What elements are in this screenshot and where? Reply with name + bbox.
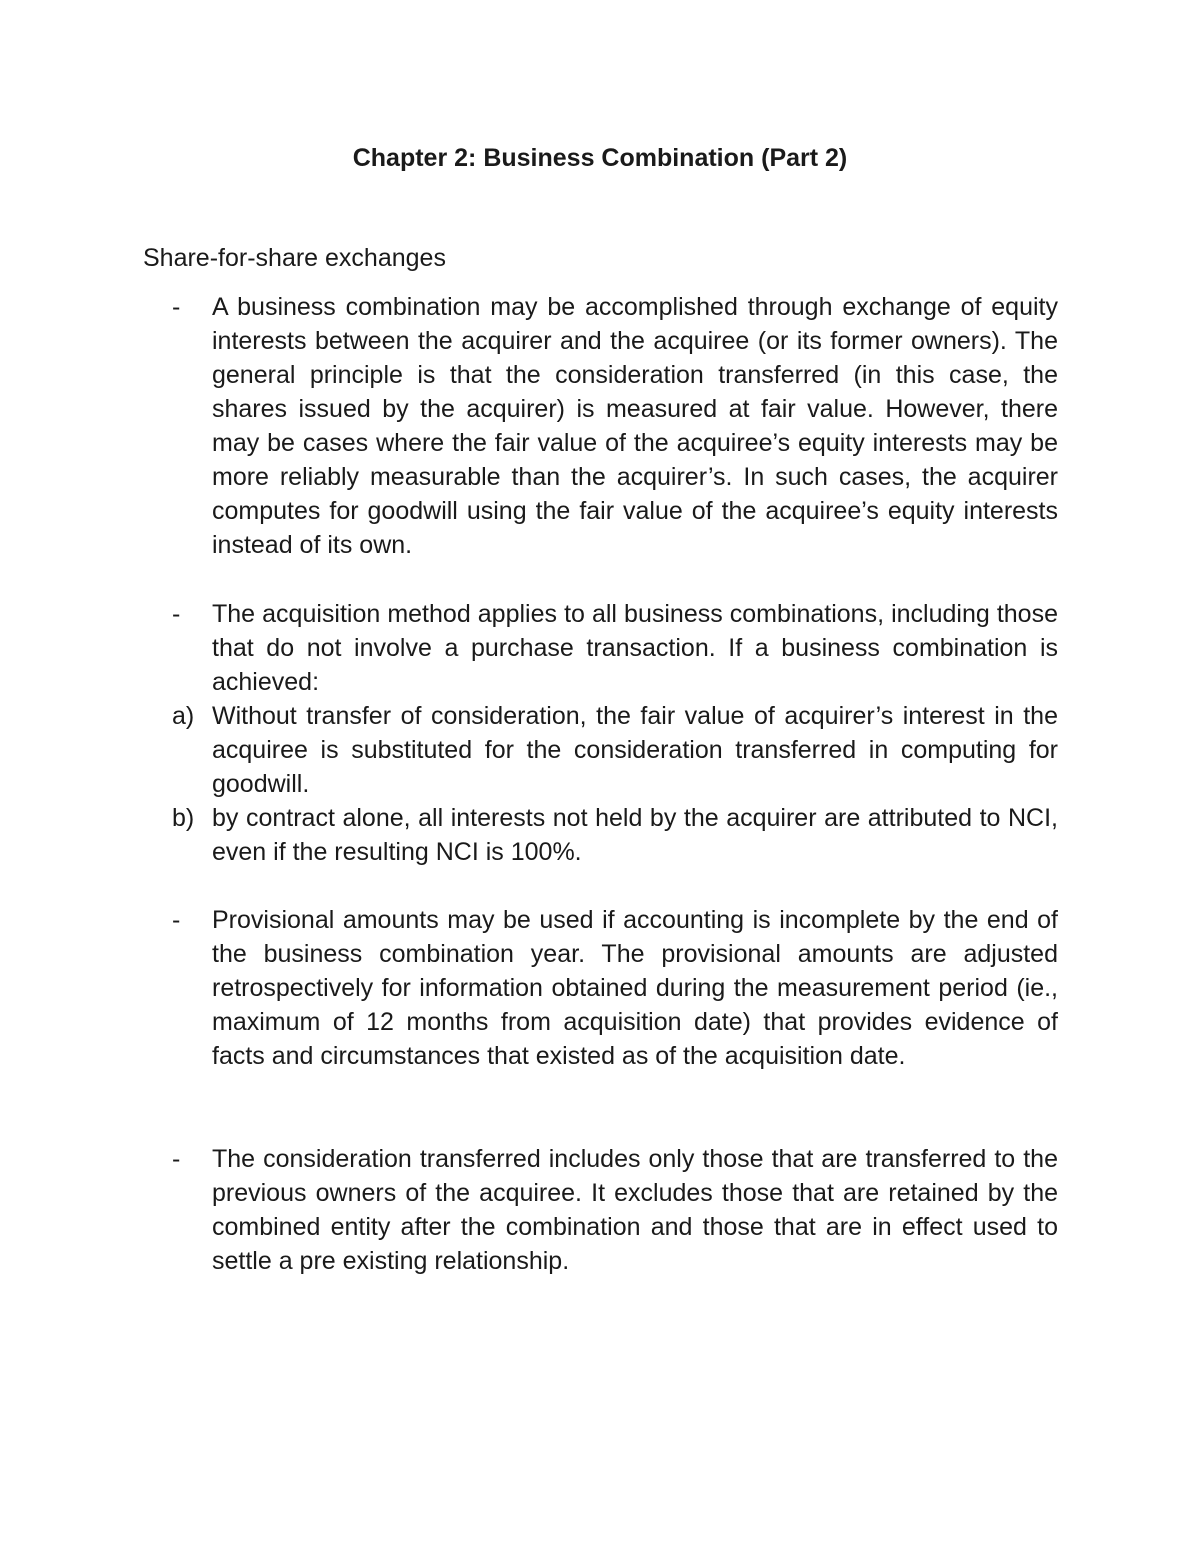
bullet-text: The consideration transferred includes only those that are transferred to the previous owners of the acquiree. It excludes those that are retained by the combined entity after the combination and those that are in effect used to settle a pre existing relationship. <box>212 1145 1058 1275</box>
bullet-text: Without transfer of consideration, the fair value of acquirer’s interest in the acquiree is substituted for the consideration transferred in computing for goodwill. <box>212 702 1058 798</box>
bullet-text: A business combination may be accomplished through exchange of equity interests between the acquirer and the acquiree (or its former owners). The general principle is that the consideration transferred (in this case, the shares issued by the acquirer) is measured at fair value. However, there may be cases where the fair value of the acquiree’s equity interests may be more reliably measurable than the acquirer’s. In such cases, the acquirer computes for goodwill using the fair value of the acquiree’s equity interests instead of its own. <box>212 293 1058 559</box>
section-heading: Share-for-share exchanges <box>143 244 446 272</box>
bullet-marker: - <box>172 600 181 628</box>
bullet-marker: - <box>172 1145 181 1173</box>
bullet-marker: - <box>172 906 181 934</box>
bullet-text: Provisional amounts may be used if accounting is incomplete by the end of the business combination year. The provisional amounts are adjusted retrospectively for information obtained during the measurement period (ie., maximum of 12 months from acquisition date) that provides evidence of facts and circumstances that existed as of the acquisition date. <box>212 906 1058 1070</box>
list-letter-marker: a) <box>172 702 195 730</box>
bullet-text: by contract alone, all interests not held by the acquirer are attributed to NCI, even if the resulting NCI is 100%. <box>212 804 1058 866</box>
bullet-text: The acquisition method applies to all business combinations, including those that do not involve a purchase transaction. If a business combination is achieved: <box>212 600 1058 696</box>
page-title: Chapter 2: Business Combination (Part 2) <box>352 144 848 172</box>
list-letter-marker: b) <box>172 804 195 832</box>
bullet-marker: - <box>172 293 181 321</box>
